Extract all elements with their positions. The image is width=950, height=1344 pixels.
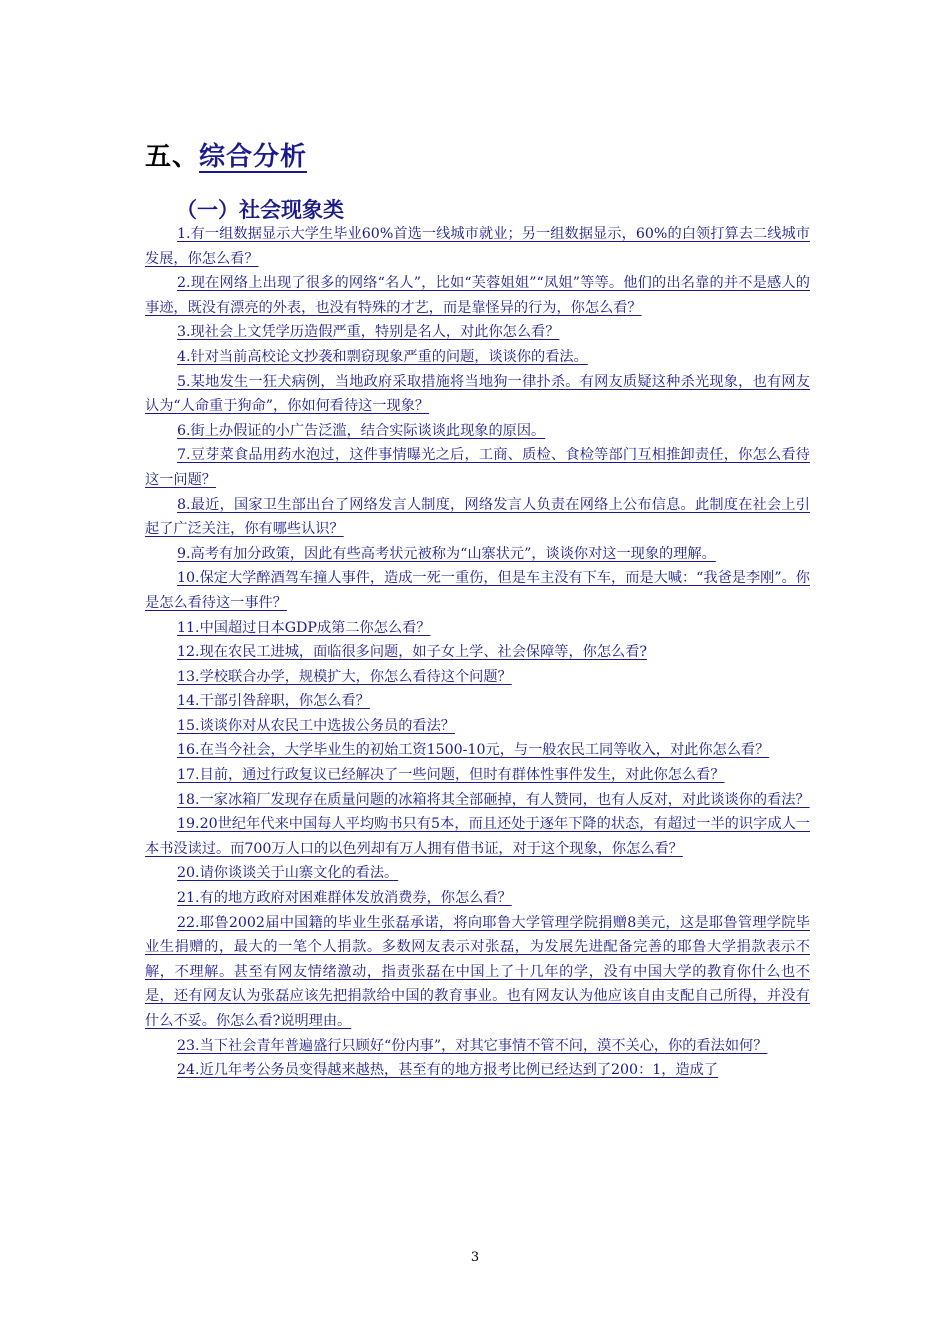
question-text: 8.最近，国家卫生部出台了网络发言人制度，网络发言人负责在网络上公布信息。此制度在社会上引起了广泛关注，你有哪些认识？ [145,496,810,538]
question-text: 17.目前，通过行政复议已经解决了一些问题，但时有群体性事件发生，对此你怎么看？ [177,767,725,784]
question-item [145,812,810,861]
question-text: 13.学校联合办学，规模扩大，你怎么看待这个问题？ [177,668,512,685]
question-text: 21.有的地方政府对困难群体发放消费券，你怎么看？ [177,890,512,907]
page-number: 3 [470,1250,480,1265]
question-item [145,911,810,1034]
question-item [145,345,810,370]
question-item [145,542,810,567]
question-text: 14.干部引咎辞职，你怎么看？ [177,693,370,710]
question-list [145,222,810,1083]
subsection-heading: （一）社会现象类 [176,198,344,222]
question-item [145,886,810,911]
section-title: 综合分析 [199,142,308,172]
question-item [145,665,810,690]
question-item [145,370,810,419]
section-heading [145,136,307,173]
question-text: 19.20世纪年代来中国每人平均购书只有5本，而且还处于逐年下降的状态，有超过一半的识字成人一本书没读过。而700万人口的以色列却有万人拥有借书证，对于这个现象，你怎么看？ [145,816,810,857]
question-text: 11.中国超过日本GDP成第二你怎么看？ [177,619,431,636]
question-text: 6.街上办假证的小广告泛滥，结合实际谈谈此现象的原因。 [177,422,546,439]
question-item [145,222,810,271]
question-item [145,493,810,542]
question-text: 10.保定大学醉酒驾车撞人事件，造成一死一重伤，但是车主没有下车，而是大喊：“我爸是李刚”。你是怎么看待这一事件？ [145,570,810,611]
question-text: 15.谈谈你对从农民工中选拔公务员的看法？ [177,717,455,734]
question-text: 7.豆芽菜食品用药水泡过，这件事情曝光之后，工商、质检、食检等部门互相推卸责任，你怎么看待这一问题？ [145,447,810,488]
question-text: 16.在当今社会，大学毕业生的初始工资1500-10元，与一般农民工同等收入，对此你怎么看？ [177,742,770,759]
question-text: 23.当下社会青年普遍盛行只顾好“份内事”，对其它事情不管不问，漠不关心，你的看法如何？ [177,1037,768,1054]
question-text: 2.现在网络上出现了很多的网络“名人”，比如“芙蓉姐姐”“凤姐”等等。他们的出名靠的并不是感人的事迹，既没有漂亮的外表，也没有特殊的才艺，而是靠怪异的行为，你怎么看？ [145,275,810,316]
question-item [145,566,810,615]
question-text: 4.针对当前高校论文抄袭和剽窃现象严重的问题，谈谈你的看法。 [177,348,588,365]
question-item [145,640,810,665]
question-text: 24.近几年考公务员变得越来越热，甚至有的地方报考比例已经达到了200：1，造成了 [177,1062,719,1079]
question-text: 22.耶鲁2002届中国籍的毕业生张磊承诺，将向耶鲁大学管理学院捐赠8美元，这是耶鲁管理学院毕业生捐赠的，最大的一笔个人捐款。多数网友表示对张磊，为发展先进配备完善的耶鲁大学捐款表示不解，不理解。甚至有网友情绪激动，指责张磊在中国上了十几年的学，没有中国大学的教育你什么也不是，还有网友认为张磊应该先把捐款给中国的教育事业。也有网友认为他应该自由支配自己所得，并没有什么不妥。你怎么看?说明理由。 [145,914,810,1029]
question-item [145,616,810,641]
question-item [145,271,810,320]
question-text: 1.有一组数据显示大学生毕业60%首选一线城市就业；另一组数据显示，60%的白领打算去二线城市发展，你怎么看？ [145,226,810,267]
question-item [145,714,810,739]
question-item [145,320,810,345]
question-text: 18.一家冰箱厂发现存在质量问题的冰箱将其全部砸掉，有人赞同，也有人反对，对此谈谈你的看法？ [177,791,810,808]
question-item [145,861,810,886]
question-item [145,689,810,714]
question-text: 12.现在农民工进城，面临很多问题，如子女上学、社会保障等，你怎么看? [177,644,647,661]
question-item [145,419,810,444]
section-number: 五、 [145,142,200,172]
question-item [145,763,810,788]
question-item [145,1058,810,1083]
question-text: 9.高考有加分政策，因此有些高考状元被称为“山寨状元”，谈谈你对这一现象的理解。 [177,545,716,562]
question-item [145,1034,810,1059]
question-item [145,738,810,763]
question-text: 3.现社会上文凭学历造假严重，特别是名人，对此你怎么看？ [177,324,560,341]
question-item [145,788,810,813]
question-item [145,443,810,492]
question-text: 5.某地发生一狂犬病例，当地政府采取措施将当地狗一律扑杀。有网友质疑这种杀光现象，也有网友认为“人命重于狗命”，你如何看待这一现象？ [145,373,810,415]
question-text: 20.请你谈谈关于山寨文化的看法。 [177,865,399,882]
